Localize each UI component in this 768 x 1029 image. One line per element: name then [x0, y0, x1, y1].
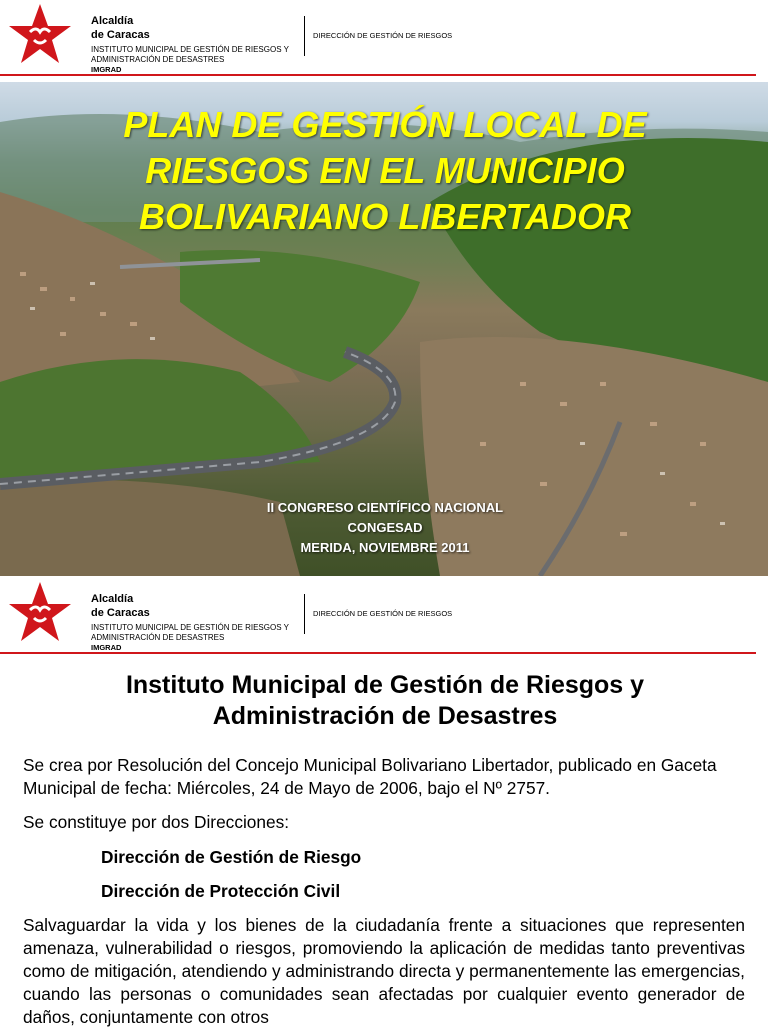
directions-intro: Se constituye por dos Direcciones: — [23, 812, 290, 832]
hero-photo-slide — [0, 82, 768, 576]
slide1-header — [0, 0, 768, 78]
creation-paragraph: Se crea por Resolución del Concejo Municipal Bolivariano Libertador, publicado en Gaceta Municipal de fecha: Miércoles, 24 de Mayo de 2006, bajo el Nº 2757. — [23, 755, 717, 798]
department-label: DIRECCIÓN DE GESTIÓN DE RIESGOS — [313, 609, 453, 618]
direction-item: Dirección de Protección Civil — [101, 881, 341, 901]
slide1-title: PLAN DE GESTIÓN LOCAL DE RIESGOS EN EL MUNICIPIO BOLIVARIANO LIBERTADOR — [123, 104, 647, 237]
org-name: Alcaldía de Caracas — [91, 15, 150, 41]
org-name: Alcaldía de Caracas — [91, 593, 150, 619]
event-info: II CONGRESO CIENTÍFICO NACIONAL CONGESAD MERIDA, NOVIEMBRE 2011 — [266, 500, 504, 555]
header-red-line — [0, 652, 756, 654]
star-logo-icon — [8, 2, 72, 66]
header-divider — [304, 16, 305, 56]
department-label: DIRECCIÓN DE GESTIÓN DE RIESGOS — [313, 31, 453, 40]
star-logo-icon — [8, 580, 72, 644]
slide2-title: Instituto Municipal de Gestión de Riesgos y Administración de Desastres — [125, 671, 645, 730]
institute-name: INSTITUTO MUNICIPAL DE GESTIÓN DE RIESGOS Y ADMINISTRACIÓN DE DESASTRES — [91, 45, 289, 64]
institute-acronym: IMGRAD — [91, 65, 122, 74]
slide2-header — [0, 578, 768, 656]
header-red-line — [0, 74, 756, 76]
institute-name: INSTITUTO MUNICIPAL DE GESTIÓN DE RIESGOS Y ADMINISTRACIÓN DE DESASTRES — [91, 623, 289, 642]
header-divider — [304, 594, 305, 634]
direction-item: Dirección de Gestión de Riesgo — [101, 847, 362, 867]
institute-acronym: IMGRAD — [91, 643, 122, 652]
mission-paragraph: Salvaguardar la vida y los bienes de la ciudadanía frente a situaciones que representen amenaza, vulnerabilidad o riesgos, promoviendo la aplicación de medidas tanto preventivas como de mitigación, atendiendo y administrando directa y permanentemente las emergencias, cuando las personas o comunidades sean afectadas por cualquier evento generador de daños, conjuntamente con otros — [23, 915, 745, 1027]
